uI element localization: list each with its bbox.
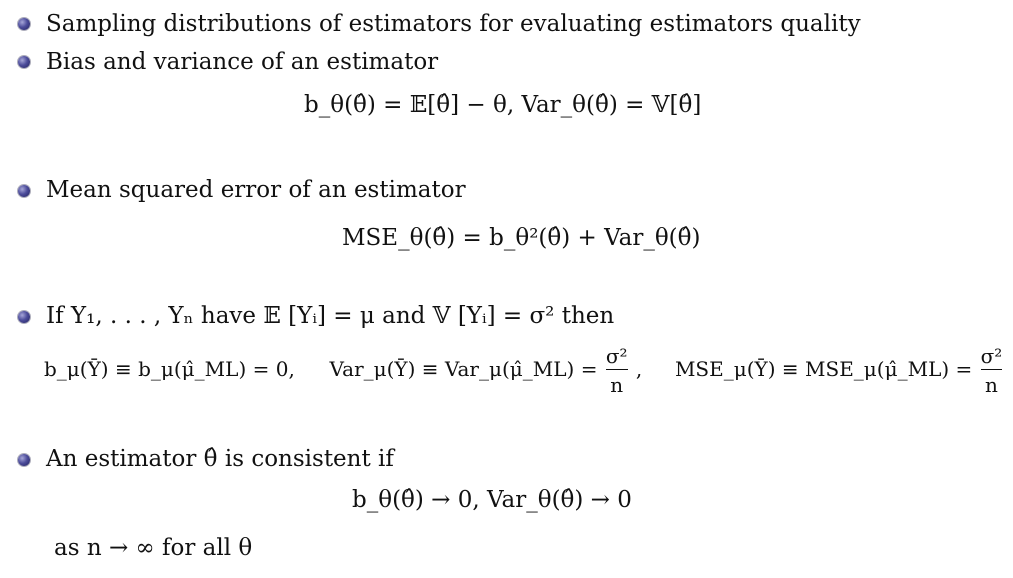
bullet-4-y-sequence: Y₁, . . . , Yₙ xyxy=(70,303,194,329)
bullet-4-prefix: If xyxy=(46,303,64,329)
bullet-dot-5 xyxy=(18,454,30,466)
fraction-denominator-2: n xyxy=(985,373,998,397)
equation-consistency xyxy=(352,487,632,513)
equation-mse-fraction xyxy=(981,346,1003,395)
bullet-dot-3 xyxy=(18,185,30,197)
equation-comma: , xyxy=(635,357,643,381)
equation-sample-mean-properties xyxy=(44,346,1004,395)
fraction-bar-1 xyxy=(606,369,628,370)
fraction-denominator-1: n xyxy=(610,373,624,397)
bullet-text-3: Mean squared error of an estimator xyxy=(46,177,466,203)
equation-bias-variance xyxy=(304,92,701,118)
bullet-dot-4 xyxy=(18,311,30,323)
fraction-numerator-1: σ² xyxy=(605,344,628,368)
bullet-dot-2 xyxy=(18,56,30,68)
fraction-bar-2 xyxy=(981,369,1003,370)
bullet-5-prefix: An estimator xyxy=(46,446,197,472)
equation-bias-part: b_μ(Ȳ) ≡ b_μ(μ̂_ML) = 0, xyxy=(44,357,295,381)
bullet-text-5 xyxy=(46,445,394,473)
equation-var-fraction xyxy=(606,346,628,395)
bullet-4-expectation: 𝔼 [Yᵢ] = μ xyxy=(263,303,375,329)
fraction-numerator-2: σ² xyxy=(980,344,1003,368)
equation-bias-variance-text: b_θ(θ̂) = 𝔼[θ̂] − θ, Var_θ(θ̂) = 𝕍[θ̂] xyxy=(304,92,702,118)
equation-mse xyxy=(342,225,700,251)
bullet-text-2: Bias and variance of an estimator xyxy=(46,49,439,75)
bullet-4-variance: 𝕍 [Yᵢ] = σ² xyxy=(432,303,555,329)
bullet-4-have: have xyxy=(200,303,257,329)
bullet-text-4 xyxy=(46,302,614,330)
bullet-dot-1 xyxy=(18,18,30,30)
bullet-5-theta: θ̂ xyxy=(203,446,218,472)
bullet-5-suffix: is consistent if xyxy=(224,446,394,472)
equation-consistency-text: b_θ(θ̂) → 0, Var_θ(θ̂) → 0 xyxy=(352,487,632,513)
equation-mse-text: MSE_θ(θ̂) = b_θ²(θ̂) + Var_θ(θ̂) xyxy=(342,225,701,251)
bullet-text-1: Sampling distributions of estimators for evaluating estimators quality xyxy=(46,11,861,37)
equation-var-part: Var_μ(Ȳ) ≡ Var_μ(μ̂_ML) = xyxy=(329,357,598,381)
equation-mse-part: MSE_μ(Ȳ) ≡ MSE_μ(μ̂_ML) = xyxy=(674,357,973,381)
bullet-4-then: then xyxy=(561,303,615,329)
bullet-4-and: and xyxy=(382,303,426,329)
consistency-condition-text: as n → ∞ for all θ xyxy=(54,535,253,561)
